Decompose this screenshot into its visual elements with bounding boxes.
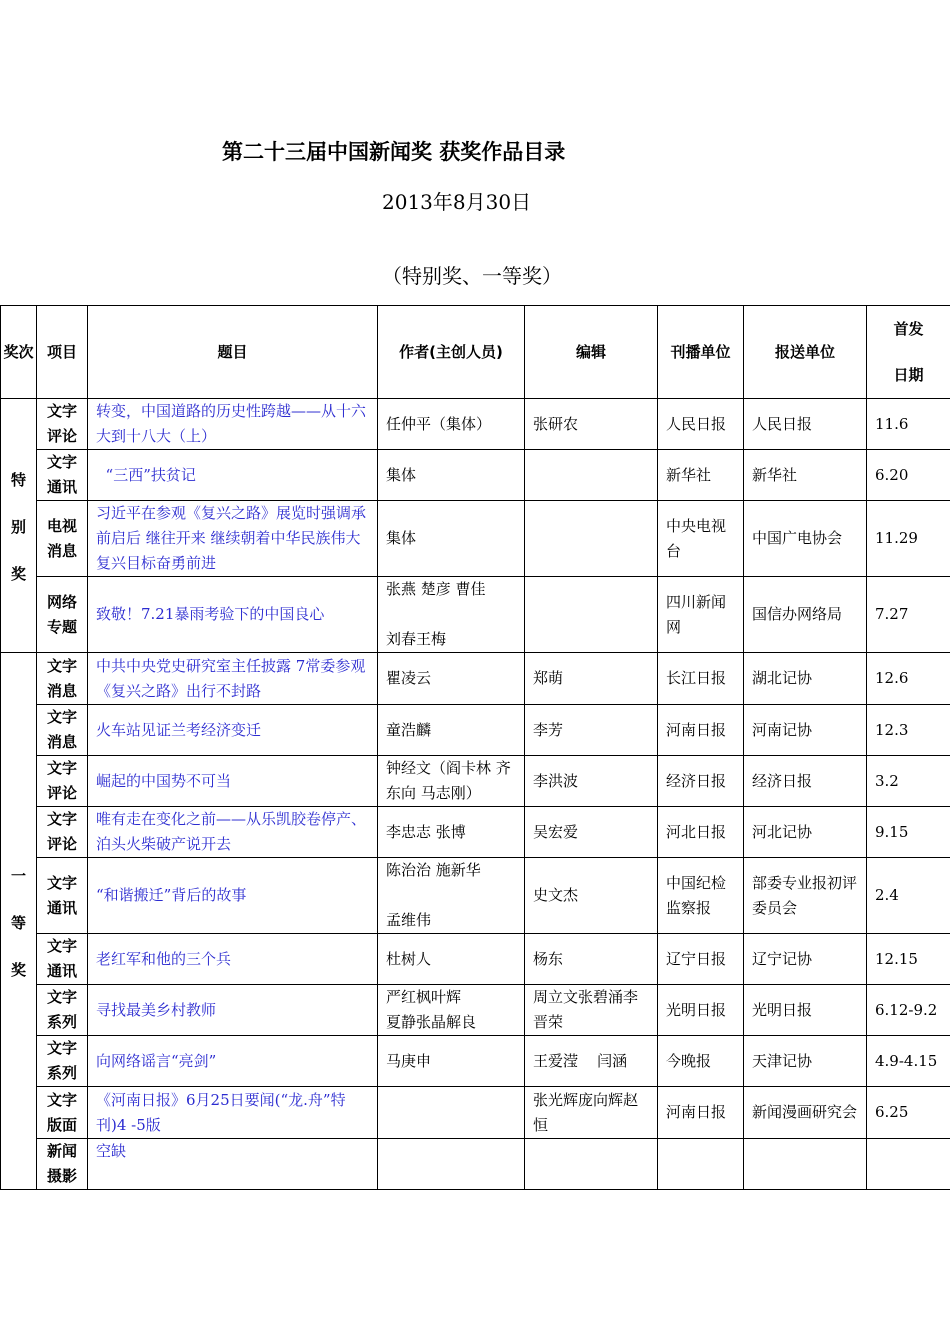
row-date: 9.15: [867, 807, 950, 858]
row-category: 文字 评论: [37, 756, 88, 807]
award-level-cell: [1, 399, 37, 653]
table-row: [1, 807, 950, 858]
row-editor: [525, 1139, 658, 1190]
award-level-char: 一: [10, 866, 26, 885]
table-row: [1, 705, 950, 756]
row-submitter: 部委专业报初评委员会: [744, 858, 867, 934]
row-author: [378, 1087, 525, 1139]
row-submitter: 国信办网络局: [744, 577, 867, 653]
table-row: [1, 399, 950, 450]
row-author: 任仲平（集体）: [378, 399, 525, 450]
row-category: 文字 评论: [37, 399, 88, 450]
row-author: 童浩麟: [378, 705, 525, 756]
row-editor: 郑萌: [525, 653, 658, 705]
row-date: 12.6: [867, 653, 950, 705]
row-publisher: 人民日报: [658, 399, 744, 450]
header-category: 项目: [37, 306, 88, 399]
header-headline: 题目: [88, 306, 378, 399]
table-row: [1, 756, 950, 807]
row-author: 钟经文（阎卡林 齐东向 马志刚）: [378, 756, 525, 807]
row-author: [378, 1139, 525, 1190]
header-author: 作者(主创人员): [378, 306, 525, 399]
row-publisher: 河南日报: [658, 1087, 744, 1139]
row-date: [867, 1139, 950, 1190]
row-category: 电视 消息: [37, 501, 88, 577]
row-publisher: 长江日报: [658, 653, 744, 705]
row-editor: [525, 577, 658, 653]
row-date: 4.9-4.15: [867, 1036, 950, 1087]
row-submitter: [744, 1139, 867, 1190]
row-category: 文字 通讯: [37, 450, 88, 501]
row-author: 杜树人: [378, 934, 525, 985]
table-row: [1, 577, 950, 653]
award-level-char: 等: [10, 913, 26, 932]
row-submitter: 天津记协: [744, 1036, 867, 1087]
row-editor: 周立文张碧涌李晋荣: [525, 985, 658, 1036]
row-submitter: 河北记协: [744, 807, 867, 858]
row-publisher: 今晚报: [658, 1036, 744, 1087]
row-headline: 火车站见证兰考经济变迁: [88, 705, 378, 756]
row-headline: “和谐搬迁”背后的故事: [88, 858, 378, 934]
row-date: 3.2: [867, 756, 950, 807]
row-headline: 崛起的中国势不可当: [88, 756, 378, 807]
row-category: 文字 系列: [37, 985, 88, 1036]
header-first-date-line1: 首发: [893, 320, 924, 338]
row-publisher: 辽宁日报: [658, 934, 744, 985]
row-editor: 李芳: [525, 705, 658, 756]
document-title: 第二十三届中国新闻奖 获奖作品目录: [222, 140, 566, 164]
row-submitter: 光明日报: [744, 985, 867, 1036]
table-row: [1, 1036, 950, 1087]
row-headline: 寻找最美乡村教师: [88, 985, 378, 1036]
row-editor: 史文杰: [525, 858, 658, 934]
row-publisher: [658, 1139, 744, 1190]
row-category: 文字 消息: [37, 705, 88, 756]
row-author: 李忠志 张博: [378, 807, 525, 858]
row-editor: 张光辉庞向辉赵恒: [525, 1087, 658, 1139]
row-submitter: 河南记协: [744, 705, 867, 756]
row-publisher: 中央电视台: [658, 501, 744, 577]
table-row: [1, 1139, 950, 1190]
row-headline: 致敬！7.21暴雨考验下的中国良心: [88, 577, 378, 653]
table-row: [1, 985, 950, 1036]
row-date: 6.20: [867, 450, 950, 501]
awards-table: [0, 305, 950, 1190]
award-level-cell: [1, 653, 37, 1190]
row-submitter: 人民日报: [744, 399, 867, 450]
row-headline: 老红军和他的三个兵: [88, 934, 378, 985]
row-headline: 向网络谣言“亮剑”: [88, 1036, 378, 1087]
row-category: 文字 通讯: [37, 858, 88, 934]
row-submitter: 经济日报: [744, 756, 867, 807]
row-editor: [525, 501, 658, 577]
row-date: 6.12-9.2: [867, 985, 950, 1036]
table-row: [1, 858, 950, 934]
table-row: [1, 934, 950, 985]
row-date: 11.6: [867, 399, 950, 450]
row-category: 文字 版面: [37, 1087, 88, 1139]
row-author: 瞿凌云: [378, 653, 525, 705]
row-date: 12.15: [867, 934, 950, 985]
row-editor: 李洪波: [525, 756, 658, 807]
row-headline: “三西”扶贫记: [88, 450, 378, 501]
row-publisher: 光明日报: [658, 985, 744, 1036]
table-row: [1, 450, 950, 501]
row-category: 新闻 摄影: [37, 1139, 88, 1190]
header-editor: 编辑: [525, 306, 658, 399]
row-date: 11.29: [867, 501, 950, 577]
row-author: 陈治治 施新华 孟维伟: [378, 858, 525, 934]
row-submitter: 新华社: [744, 450, 867, 501]
row-headline: 中共中央党史研究室主任披露 7常委参观《复兴之路》出行不封路: [88, 653, 378, 705]
row-editor: 王爱滢 闫涵: [525, 1036, 658, 1087]
row-date: 7.27: [867, 577, 950, 653]
row-publisher: 河南日报: [658, 705, 744, 756]
row-category: 文字 通讯: [37, 934, 88, 985]
header-publisher: 刊播单位: [658, 306, 744, 399]
table-row: [1, 653, 950, 705]
header-first-date: [867, 306, 950, 399]
row-category: 文字 系列: [37, 1036, 88, 1087]
award-level-char: 别: [10, 518, 26, 536]
row-date: 12.3: [867, 705, 950, 756]
row-submitter: 湖北记协: [744, 653, 867, 705]
award-level-char: 奖: [10, 960, 26, 979]
document-subtitle: （特别奖、一等奖）: [382, 264, 562, 288]
award-level-char: 奖: [10, 565, 26, 583]
header-first-date-line2: 日期: [893, 366, 924, 384]
row-editor: [525, 450, 658, 501]
award-level-char: 特: [10, 471, 26, 489]
row-publisher: 中国纪检监察报: [658, 858, 744, 934]
header-award: 奖次: [1, 306, 37, 399]
row-publisher: 河北日报: [658, 807, 744, 858]
row-submitter: 新闻漫画研究会: [744, 1087, 867, 1139]
row-author: 集体: [378, 501, 525, 577]
row-category: 网络 专题: [37, 577, 88, 653]
document-date: 2013年8月30日: [382, 190, 532, 214]
row-category: 文字 评论: [37, 807, 88, 858]
row-author: 严红枫叶辉 夏静张晶解良: [378, 985, 525, 1036]
table-row: [1, 501, 950, 577]
row-author: 集体: [378, 450, 525, 501]
table-header-row: [1, 306, 950, 399]
row-headline: 转变，中国道路的历史性跨越——从十六大到十八大（上）: [88, 399, 378, 450]
row-publisher: 新华社: [658, 450, 744, 501]
row-author: 张燕 楚彦 曹佳 刘春王梅: [378, 577, 525, 653]
row-headline: 空缺: [88, 1139, 378, 1190]
row-date: 2.4: [867, 858, 950, 934]
row-editor: 杨东: [525, 934, 658, 985]
row-editor: 吴宏爱: [525, 807, 658, 858]
header-submitter: 报送单位: [744, 306, 867, 399]
row-submitter: 辽宁记协: [744, 934, 867, 985]
table-row: [1, 1087, 950, 1139]
row-date: 6.25: [867, 1087, 950, 1139]
row-publisher: 四川新闻网: [658, 577, 744, 653]
row-submitter: 中国广电协会: [744, 501, 867, 577]
row-editor: 张研农: [525, 399, 658, 450]
row-publisher: 经济日报: [658, 756, 744, 807]
row-headline: 唯有走在变化之前——从乐凯胶卷停产、泊头火柴破产说开去: [88, 807, 378, 858]
row-category: 文字 消息: [37, 653, 88, 705]
row-author: 马庚申: [378, 1036, 525, 1087]
row-headline: 《河南日报》6月25日要闻(“龙.舟”特刊)4 -5版: [88, 1087, 378, 1139]
row-headline: 习近平在参观《复兴之路》展览时强调承前启后 继往开来 继续朝着中华民族伟大复兴目标奋勇前进: [88, 501, 378, 577]
